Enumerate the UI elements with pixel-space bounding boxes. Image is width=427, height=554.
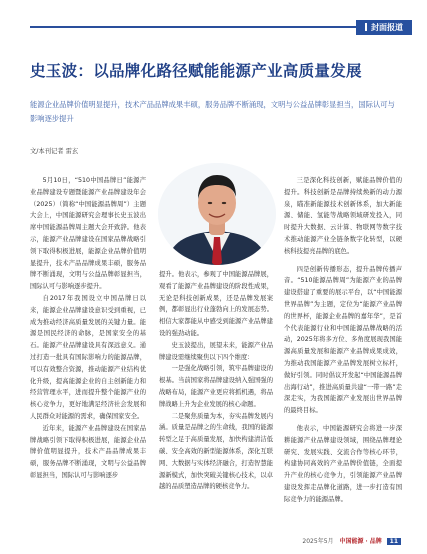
section-tag-label: 封面报道 (371, 23, 403, 32)
top-rule (30, 26, 362, 28)
portrait-illustration (158, 163, 276, 265)
paragraph: 二是聚焦质量为本，夯实品牌发展内涵。质量是品牌之的生命线，我国的能源转型之足于高质量发展，加快构建清洁低碳、安全高效的新型能源体系，深化互联网、大数据与实体经济融合，打造智慧能源新模式，加快突破关键核心技术，以卓越的品质塑造品牌的硬核竞争力。 (159, 412, 273, 491)
paragraph: 5月10日，“510中国品牌日”能源产业品牌建设专题暨能源产业品牌建设年会（2025）（简称“中国能源品牌周”）主题大会上，中国能源研究会理事长史玉波出席中国能源品牌周主题大会开致辞。他表示，能源产业品牌建设在国家品牌战略引领下取得积极进展，能源企业品牌价值明显提升，技术产品品牌成果丰硕，服务品牌不断涌现，文明与公益品牌彰显担当，国际认可与影响逐步提升。 (30, 177, 146, 291)
column-right (284, 175, 409, 506)
issue-date: 2025年5月 (302, 538, 334, 545)
section-tag (356, 20, 412, 35)
paragraph: 三是深化科技创新，赋能品牌价值的提升。科技创新是品牌持续焕新的动力源泉，瞄准新能源技术创新体系，加大新能源、储能、氢能等战略领域研发投入，同时提升大数据、云计算、物联网等数字技术推动能源产业全链条数字化转型，以硬核科技提亮品牌的底色。 (284, 177, 402, 255)
column-left (30, 175, 146, 482)
paragraph: 史玉波提出，展望未来，能源产业品牌建设需继续聚焦以下四个维度： (159, 341, 273, 361)
column-middle (159, 269, 273, 493)
article-byline: 文/本刊记者 雷玄 (30, 148, 79, 155)
paragraph: 四是创新传播形态，提升品牌传播声音。“510能源品牌周”为能源产业的品牌建设搭建了重要的展示平台，以“中国能源 世界品牌”为主题，定位为“能源产业品牌的世界杯，能源企业品牌的嘉年华”，是首个代表能源行业和中国能源品牌战略的活动，2025年将多方位、多角度展现我国能源高质量发展和能源产业品牌成果成效，为推动我国能源产业品牌发展树立标杆，做好引领。同时倡议开发起“中国能源品牌出海行动”，推进高质量共建“一带一路”走深走实，为我国能源产业发展出世界品牌的最终目标。 (284, 265, 409, 415)
paragraph: 近年来，能源产业品牌建设在国家品牌战略引领下取得积极进展，能源企业品牌价值明显提升，技术产品品牌成果丰硕，服务品牌不断涌现，文明与公益品牌彰显担当，国际认可与影响逐步 (30, 424, 146, 479)
paragraph: 自2017年我国设立中国品牌日以来，能源企业品牌建设意识受到重视，已成为推动经济高质量发展的关键力量。能源是国民经济的命脉，是国家安全的基石。能源产业品牌建设具有深远意义。通过打造一批具有国际影响力的能源品牌，可以有效整合资源，推动能源产业结构优化升级，提高能源企业的自主创新能力和经营管理水平，进而提升整个能源产业的核心竞争力，更好地满足经济社会发展和人民群众对能源的需求，确保国家安全。 (30, 294, 146, 420)
article-title: 史玉波：以品牌化路径赋能能源产业高质量发展 (30, 62, 362, 80)
section-tag-bar (365, 23, 367, 31)
paragraph: 他表示，中国能源研究会将进一步深耕能源产业品牌建设领域，围绕品牌理论研究、发展实践、交流合作等核心环节，构建协同高效的产业品牌价值链，全面提升产业的核心竞争力，引领能源产业品牌建设发挥走品牌化道路，进一步打造有国际竞争力的能源品牌。 (284, 424, 402, 503)
article-summary: 能源企业品牌价值明显提升，技术产品品牌成果丰硕，服务品牌不断涌现，文明与公益品牌彰显担当，国际认可与影响逐步提升 (30, 100, 395, 123)
page-footer (302, 536, 401, 545)
page-number: 11 (387, 538, 401, 545)
portrait-photo (158, 163, 276, 265)
paragraph: 一是强化战略引领，筑牢品牌建设的根基。当前国家将品牌建设纳入强国强的战略布局，能源产业更应将抓机遇，将品牌战略上升为企业发展的核心命题。 (159, 365, 273, 408)
magazine-name: 中国能源 · 品牌 (339, 538, 382, 545)
paragraph: 提升。他表示，参观了中国能源品牌展，观看了能源产业品牌建设的阶段性成果，无论是科技创新成果，还是品牌发展案例，都彰显出行业蓬勃向上的发展态势。相信大家都能从中感受到能源产业品牌建设的强劲动能。 (159, 271, 273, 337)
